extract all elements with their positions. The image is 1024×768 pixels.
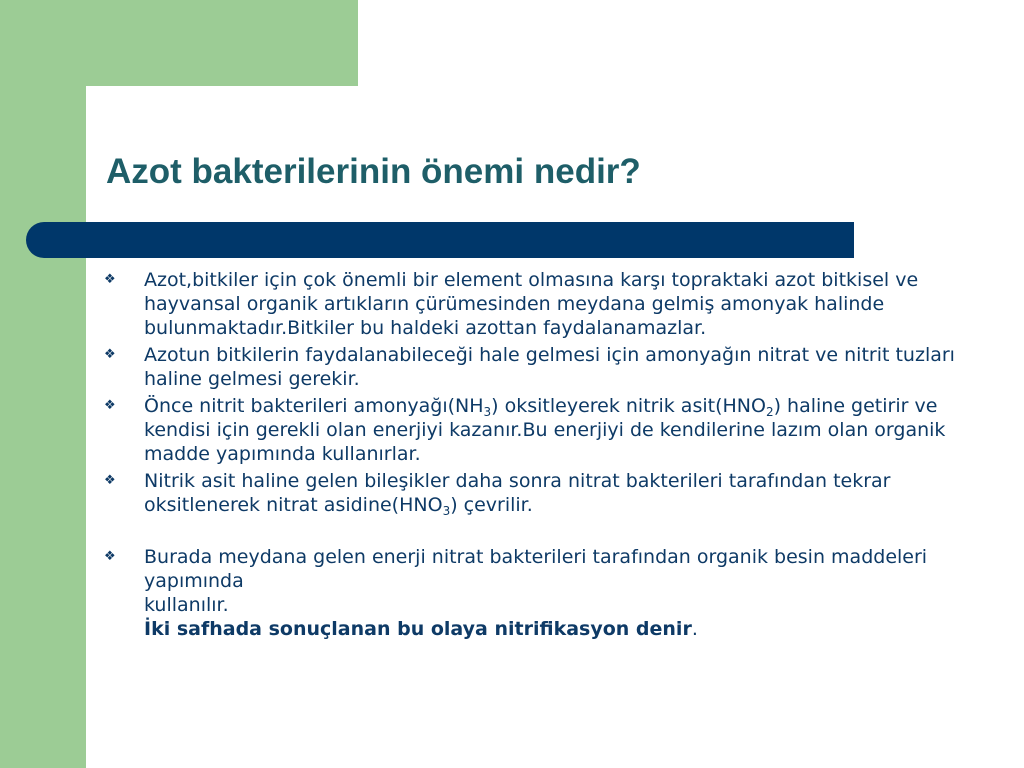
subscript: 2 <box>765 405 774 419</box>
bullet-text: Azot,bitkiler için çok önemli bir element olmasına karşı topraktaki azot bitkisel ve hayvansal organik artıkların çürümesinden meydana gelmiş amonyak halinde bulunmaktadır.Bitkiler bu haldeki azottan faydalanamazlar. <box>144 269 919 339</box>
text-segment: Önce nitrit bakterileri amonyağı(NH <box>144 395 484 417</box>
subscript: 3 <box>483 405 492 419</box>
diamond-bullet-icon: ❖ <box>104 347 116 362</box>
bullet-item-2 <box>104 343 994 391</box>
bullet-item-5 <box>104 545 994 641</box>
text-segment: ) çevrilir. <box>450 494 533 516</box>
text-segment: ) oksitleyerek nitrik asit(HNO <box>491 395 766 417</box>
diamond-bullet-icon: ❖ <box>104 473 116 488</box>
green-top-decoration <box>0 0 358 86</box>
bullet-item-4 <box>104 469 994 517</box>
slide-title: Azot bakterilerinin önemi nedir? <box>106 152 641 191</box>
text-segment: Nitrik asit haline gelen bileşikler daha sonra nitrat bakterileri tarafından tekrar oksitlenerek nitrat asidine(HNO <box>144 470 891 516</box>
bullet-text <box>144 545 994 641</box>
bold-conclusion: İki safhada sonuçlanan bu olaya nitrifikasyon denir <box>144 618 692 640</box>
subscript: 3 <box>442 504 451 518</box>
bullet-text: Azotun bitkilerin faydalanabileceği hale gelmesi için amonyağın nitrat ve nitrit tuzları haline gelmesi gerekir. <box>144 344 955 390</box>
green-sidebar-decoration <box>0 0 86 768</box>
text-segment: ) haline getirir ve kendisi için gerekli olan enerjiyi kazanır.Bu enerjiyi de kendilerine lazım olan organik madde yapımında kullanırlar. <box>144 395 946 465</box>
bullet-item-1 <box>104 268 994 340</box>
diamond-bullet-icon: ❖ <box>104 272 116 287</box>
diamond-bullet-icon: ❖ <box>104 549 116 564</box>
bullet-text <box>144 469 994 517</box>
bullet-item-3 <box>104 394 994 466</box>
text-segment: kullanılır. <box>144 594 229 616</box>
bullet-text <box>144 394 994 466</box>
diamond-bullet-icon: ❖ <box>104 398 116 413</box>
text-segment: . <box>691 618 698 640</box>
text-segment: Burada meydana gelen enerji nitrat bakterileri tarafından organik besin maddeleri yapımında <box>144 546 928 592</box>
bullet-list <box>104 268 994 644</box>
title-underline-bar <box>26 222 854 258</box>
